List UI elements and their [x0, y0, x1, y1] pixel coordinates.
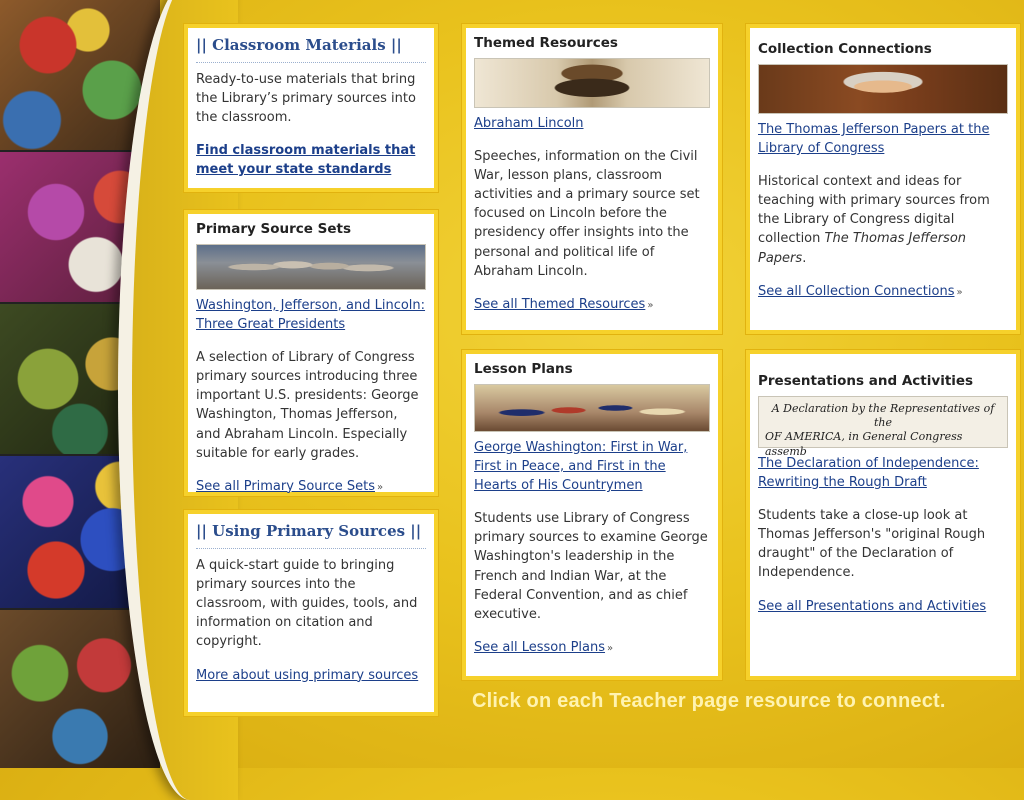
- thomas-jefferson-papers-link[interactable]: The Thomas Jefferson Papers at the Library of Congress: [758, 121, 990, 156]
- classroom-materials-description: Ready-to-use materials that bring the Library’s primary sources into the classroom.: [196, 72, 416, 126]
- declaration-rough-draft-link[interactable]: The Declaration of Independence: Rewriting the Rough Draft: [758, 455, 979, 490]
- using-primary-sources-description: A quick-start guide to bringing primary sources into the classroom, with guides, tools, and information on citation and copyright.: [196, 558, 418, 650]
- lesson-plans-title: Lesson Plans: [474, 361, 573, 377]
- declaration-thumb-line1: A Declaration by the Representatives of the: [771, 401, 995, 430]
- primary-source-sets-title: Primary Source Sets: [196, 221, 352, 237]
- collection-connections-title: Collection Connections: [758, 41, 932, 57]
- lesson-plans-description: Students use Library of Congress primary sources to examine George Washington's leadership in the French and Indian War, at the Federal Convention, and as chief executive.: [474, 511, 708, 622]
- find-classroom-materials-link[interactable]: Find classroom materials that meet your state standards: [196, 143, 416, 178]
- declaration-manuscript-thumbnail[interactable]: [758, 396, 1008, 458]
- presentations-activities-description: Students take a close-up look at Thomas Jefferson's "original Rough draught" of the Declaration of Independence.: [758, 508, 986, 581]
- more-arrow-icon: »: [647, 299, 654, 311]
- more-arrow-icon: »: [956, 286, 963, 298]
- using-primary-sources-panel: [184, 510, 438, 716]
- presentations-activities-title: Presentations and Activities: [758, 373, 974, 389]
- declaration-thumb-line2: OF AMERICA, in General Congress assemb: [765, 430, 963, 458]
- primary-source-sets-panel: [184, 210, 438, 496]
- collection-description-end: .: [802, 250, 807, 266]
- washington-painting-thumbnail[interactable]: [474, 384, 710, 432]
- classroom-materials-title[interactable]: || Classroom Materials ||: [196, 34, 426, 63]
- presentations-activities-panel: [746, 350, 1020, 680]
- more-about-primary-sources-link[interactable]: More about using primary sources: [196, 667, 419, 683]
- using-primary-sources-title[interactable]: || Using Primary Sources ||: [196, 520, 426, 549]
- see-all-lesson-plans-link[interactable]: See all Lesson Plans: [474, 639, 606, 655]
- more-arrow-icon: »: [376, 481, 384, 493]
- see-all-collection-connections-link[interactable]: See all Collection Connections: [758, 283, 955, 299]
- lesson-plans-panel: [462, 350, 722, 680]
- see-all-primary-source-sets-link[interactable]: See all Primary Source Sets: [196, 478, 375, 494]
- classroom-materials-panel: [184, 24, 438, 192]
- themed-resources-title: Themed Resources: [474, 35, 618, 51]
- see-all-themed-resources-link[interactable]: See all Themed Resources: [474, 296, 646, 312]
- more-arrow-icon: »: [607, 642, 614, 654]
- abraham-lincoln-link[interactable]: Abraham Lincoln: [474, 115, 584, 131]
- themed-resources-description: Speeches, information on the Civil War, lesson plans, classroom activities and a primary source set focused on Lincoln before the presidency offer insights into the personal and political life of Abraham Lincoln.: [474, 148, 700, 279]
- lincoln-portrait-thumbnail[interactable]: [474, 58, 710, 108]
- themed-resources-panel: [462, 24, 722, 334]
- mount-rushmore-thumbnail[interactable]: [196, 244, 426, 290]
- george-washington-lesson-link[interactable]: George Washington: First in War, First in Peace, and First in the Hearts of His Countrymen: [474, 439, 688, 494]
- three-great-presidents-link[interactable]: Washington, Jefferson, and Lincoln: Three Great Presidents: [196, 297, 426, 332]
- collection-connections-panel: [746, 24, 1020, 334]
- jefferson-portrait-thumbnail[interactable]: [758, 64, 1008, 114]
- footer-instruction: Click on each Teacher page resource to connect.: [472, 690, 946, 712]
- collection-connections-description: [758, 172, 1008, 268]
- see-all-presentations-activities-link[interactable]: See all Presentations and Activities: [758, 598, 987, 614]
- collection-name-italic: The Thomas Jefferson Papers: [758, 231, 967, 266]
- primary-source-sets-description: A selection of Library of Congress primary sources introducing three important U.S. presidents: George Washington, Thomas Jefferson, and Abraham Lincoln. Especially suitable for early grades.: [196, 350, 419, 461]
- collection-description-text: Historical context and ideas for teaching with primary sources from the Library of Congress digital collection: [758, 174, 990, 247]
